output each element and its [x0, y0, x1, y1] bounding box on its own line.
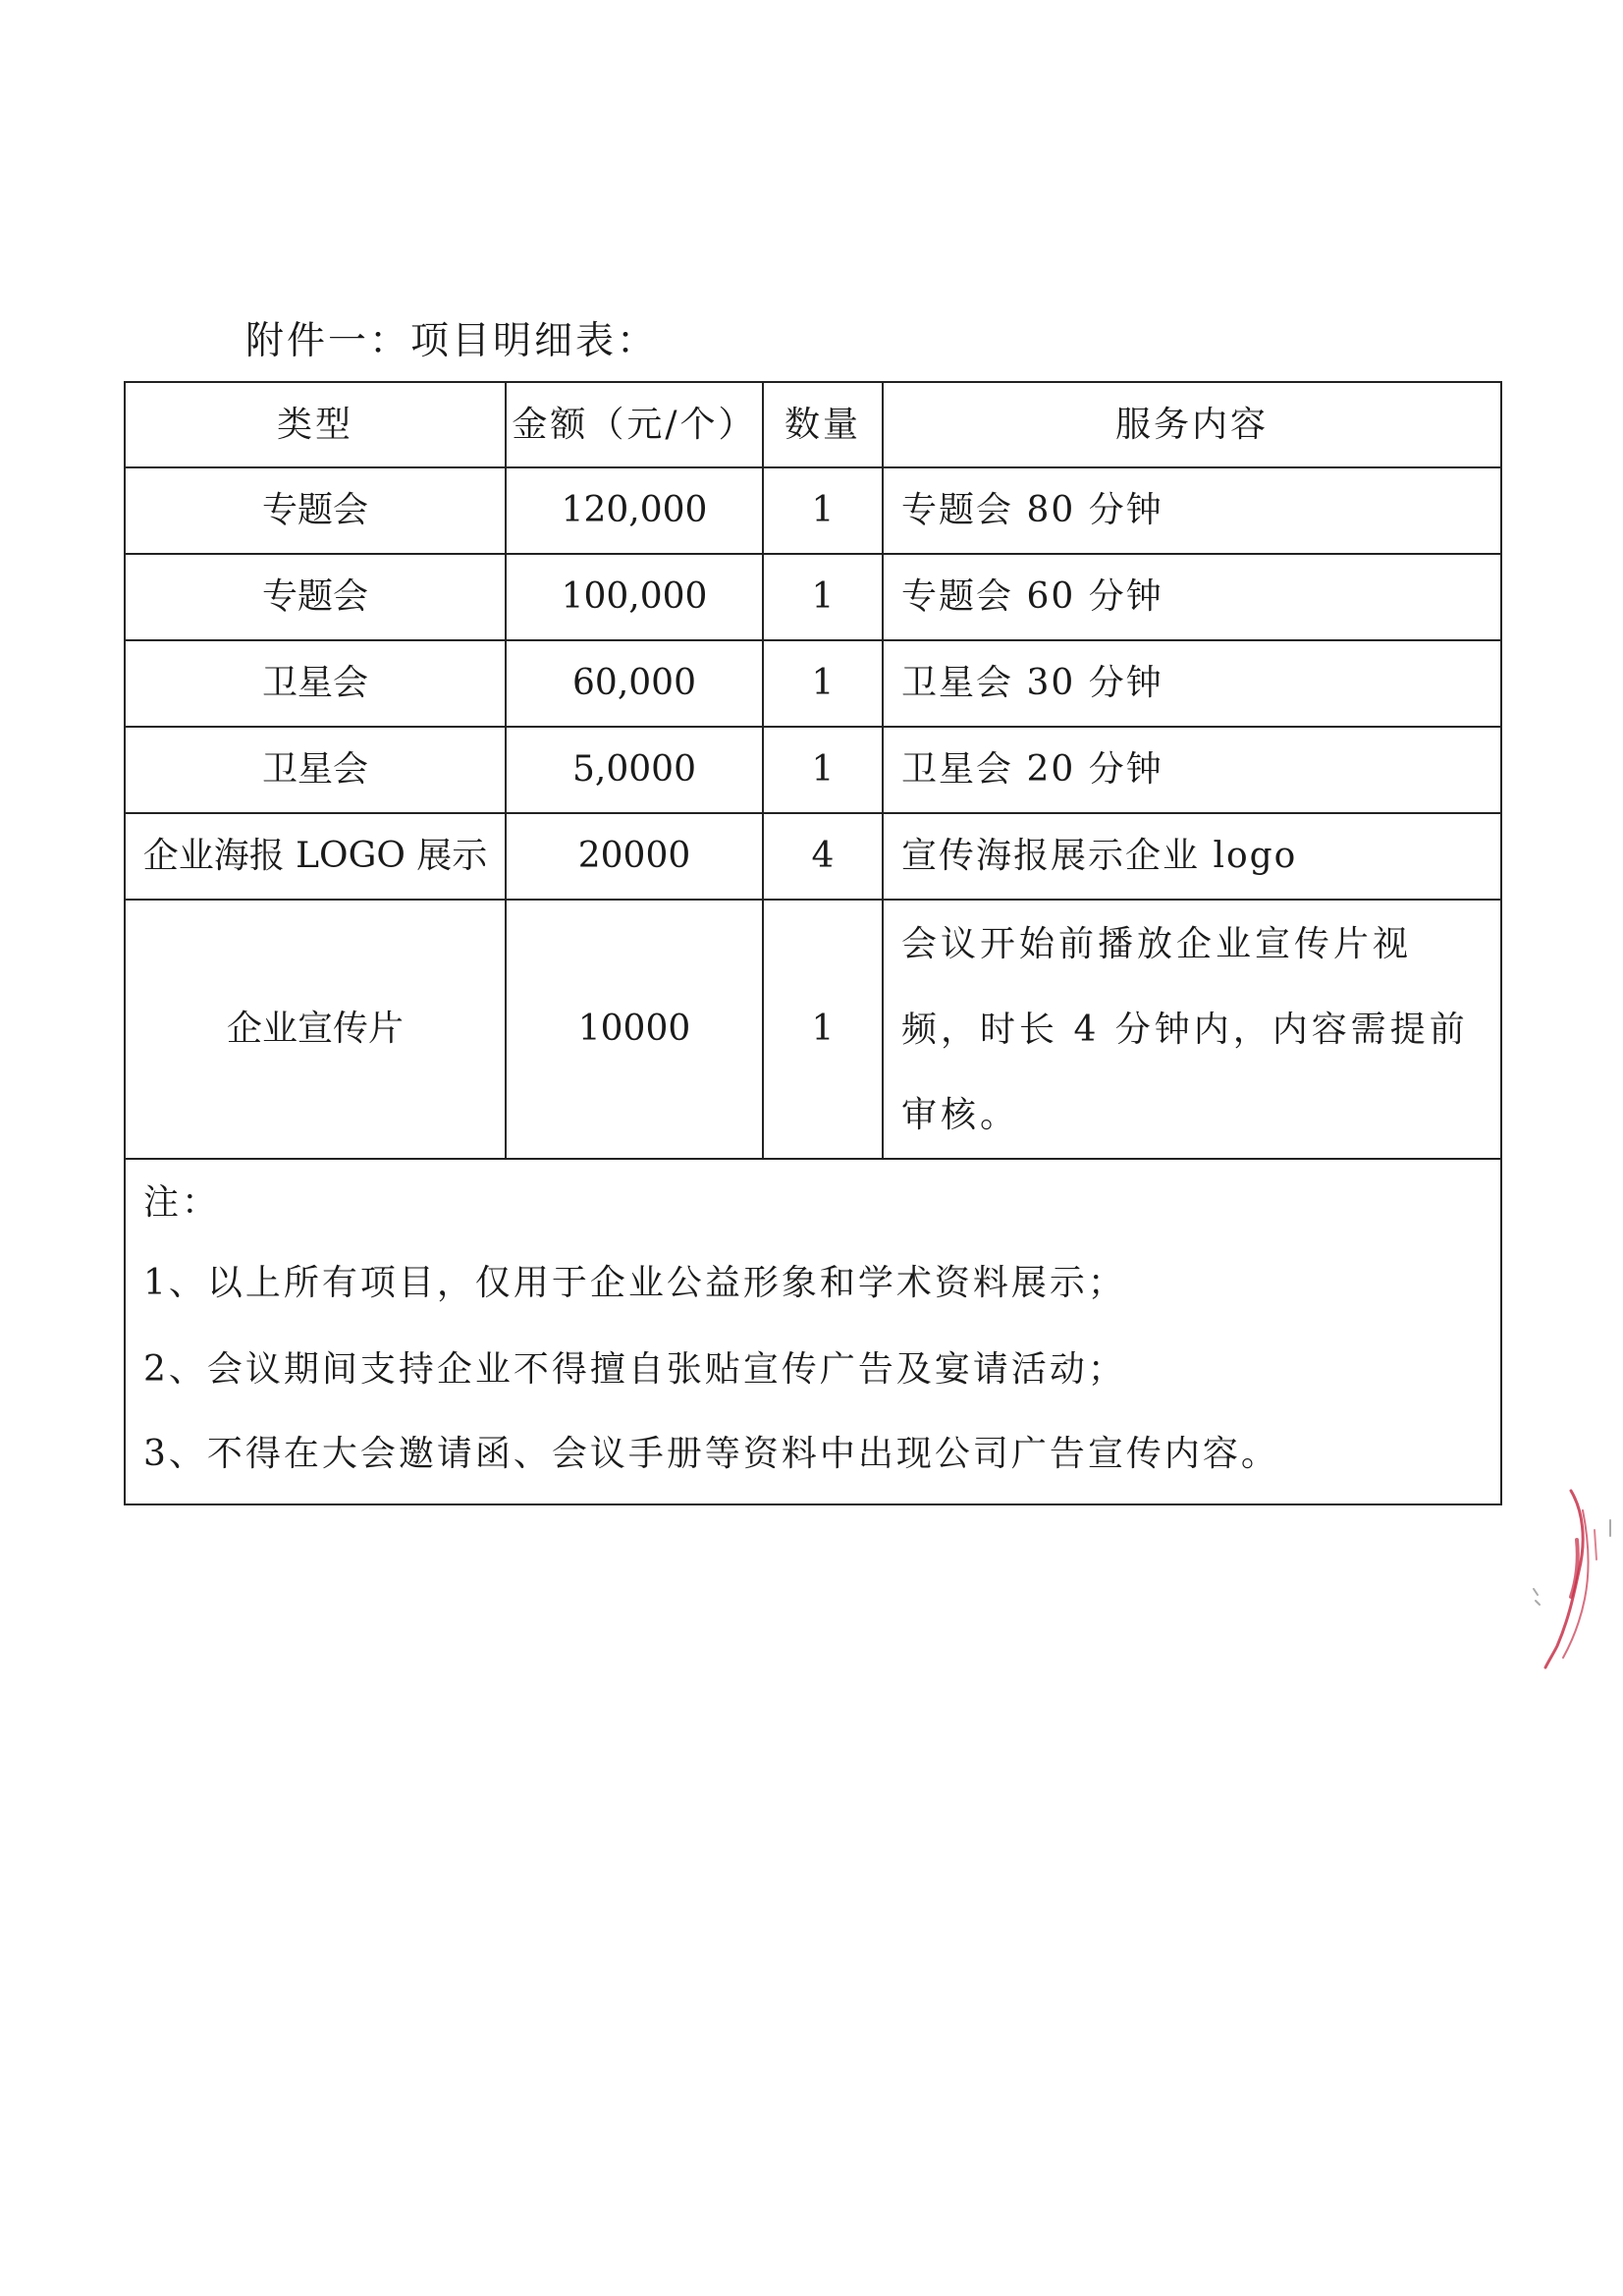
cell-quantity: 1 [763, 640, 883, 727]
cell-amount: 20000 [506, 813, 763, 900]
notes-cell [125, 1159, 1501, 1504]
cell-amount: 5,0000 [506, 727, 763, 813]
cell-type: 卫星会 [125, 727, 506, 813]
cell-type: 企业宣传片 [125, 900, 506, 1159]
notes-row [125, 1159, 1501, 1504]
page-title: 附件一：项目明细表： [245, 319, 659, 363]
project-detail-table [124, 381, 1502, 1505]
cell-service: 会议开始前播放企业宣传片视频，时长 4 分钟内，内容需提前审核。 [883, 900, 1501, 1159]
cell-amount: 60,000 [506, 640, 763, 727]
note-item: 2、会议期间支持企业不得擅自张贴宣传广告及宴请活动； [143, 1349, 1126, 1390]
cell-quantity: 1 [763, 900, 883, 1159]
table-header-row [125, 382, 1501, 467]
table-row [125, 813, 1501, 900]
cell-type: 企业海报 LOGO 展示 [125, 813, 506, 900]
table-row [125, 727, 1501, 813]
cell-quantity: 1 [763, 727, 883, 813]
header-type: 类型 [125, 382, 506, 467]
table-row [125, 900, 1501, 1159]
cell-amount: 120,000 [506, 467, 763, 554]
cell-service: 专题会 80 分钟 [883, 467, 1501, 554]
header-amount: 金额（元/个） [506, 382, 763, 467]
cell-amount: 100,000 [506, 554, 763, 640]
cell-type: 卫星会 [125, 640, 506, 727]
table-row [125, 467, 1501, 554]
notes-heading: 注： [143, 1182, 221, 1223]
cell-service: 卫星会 30 分钟 [883, 640, 1501, 727]
cell-type: 专题会 [125, 467, 506, 554]
header-service: 服务内容 [883, 382, 1501, 467]
cell-service: 专题会 60 分钟 [883, 554, 1501, 640]
cell-service: 卫星会 20 分钟 [883, 727, 1501, 813]
header-quantity: 数量 [763, 382, 883, 467]
table-row [125, 554, 1501, 640]
note-item: 1、以上所有项目，仅用于企业公益形象和学术资料展示； [143, 1263, 1126, 1303]
table-row [125, 640, 1501, 727]
cell-type: 专题会 [125, 554, 506, 640]
cell-quantity: 1 [763, 467, 883, 554]
cell-service: 宣传海报展示企业 logo [883, 813, 1501, 900]
note-item: 3、不得在大会邀请函、会议手册等资料中出现公司广告宣传内容。 [143, 1434, 1279, 1474]
seal-edge-mark [1520, 1481, 1618, 1677]
cell-quantity: 1 [763, 554, 883, 640]
cell-quantity: 4 [763, 813, 883, 900]
cell-amount: 10000 [506, 900, 763, 1159]
